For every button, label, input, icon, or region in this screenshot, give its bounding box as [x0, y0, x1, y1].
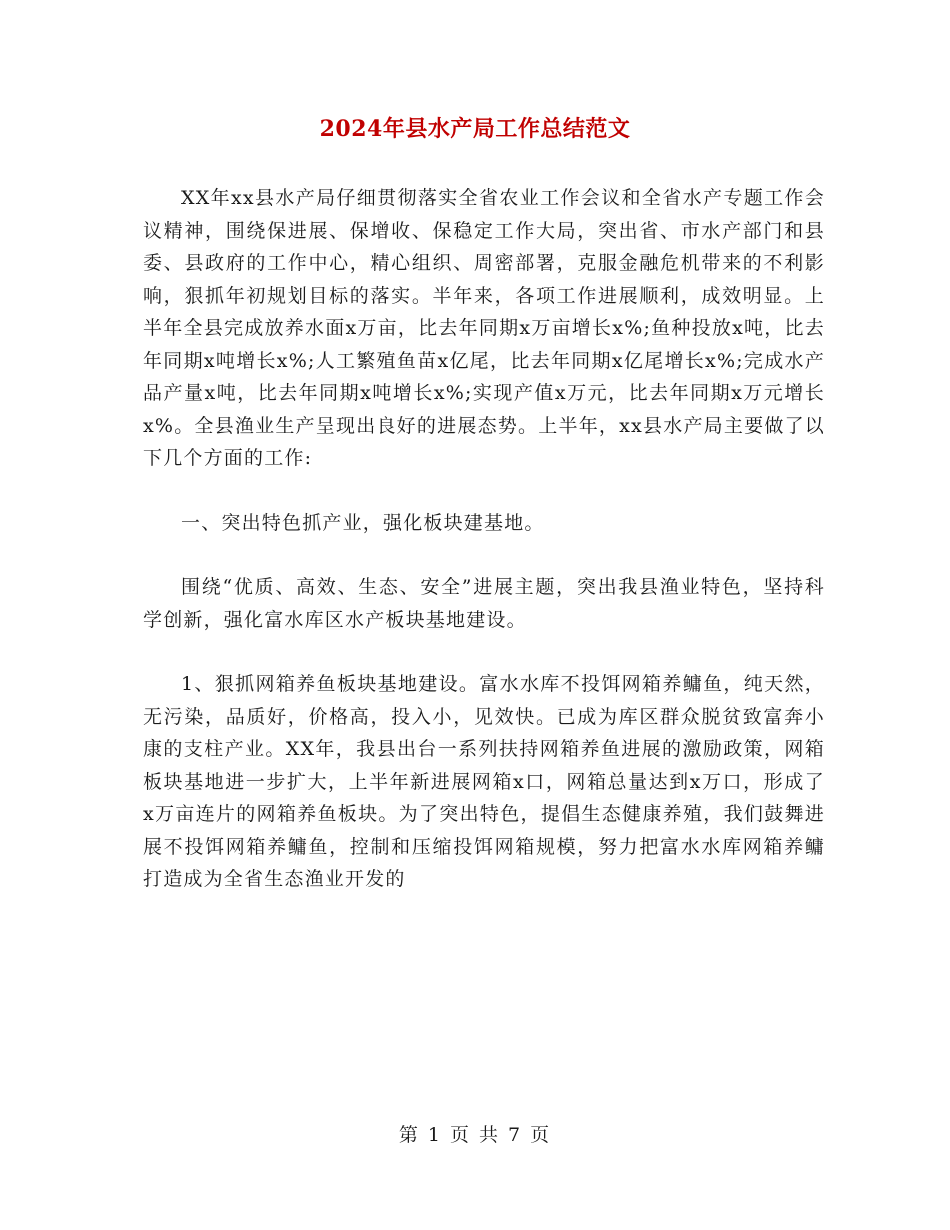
document-body: [143, 182, 825, 896]
paragraph-item-1: 1、狠抓网箱养鱼板块基地建设。富水水库不投饵网箱养鳙鱼，纯天然，无污染，品质好，价格高，投入小，见效快。已成为库区群众脱贫致富奔小康的支柱产业。XX年，我县出台一系列扶持网箱养鱼进展的激励政策，网箱板块基地进一步扩大，上半年新进展网箱x口，网箱总量达到x万口，形成了x万亩连片的网箱养鱼板块。为了突出特色，提倡生态健康养殖，我们鼓舞进展不投饵网箱养鳙鱼，控制和压缩投饵网箱规模，努力把富水水库网箱养鳙打造成为全省生态渔业开发的: [143, 673, 825, 890]
page-number: 第 1 页 共 7 页: [398, 1124, 552, 1146]
document-title: 2024年县水产局工作总结范文: [319, 116, 631, 142]
paragraph-section-1: 围绕“优质、高效、生态、安全”进展主题，突出我县渔业特色，坚持科学创新，强化富水库区水产板块基地建设。: [143, 576, 825, 631]
section-heading-1: 一、突出特色抓产业，强化板块建基地。: [181, 511, 545, 534]
paragraph-intro: XX年xx县水产局仔细贯彻落实全省农业工作会议和全省水产专题工作会议精神，围绕保进展、保增收、保稳定工作大局，突出省、市水产部门和县委、县政府的工作中心，精心组织、周密部署，克服金融危机带来的不利影响，狠抓年初规划目标的落实。半年来，各项工作进展顺利，成效明显。上半年全县完成放养水面x万亩，比去年同期x万亩增长x%;鱼种投放x吨，比去年同期x吨增长x%;人工繁殖鱼苗x亿尾，比去年同期x亿尾增长x%;完成水产品产量x吨，比去年同期x吨增长x%;实现产值x万元，比去年同期x万元增长x%。全县渔业生产呈现出良好的进展态势。上半年，xx县水产局主要做了以下几个方面的工作:: [143, 187, 825, 469]
